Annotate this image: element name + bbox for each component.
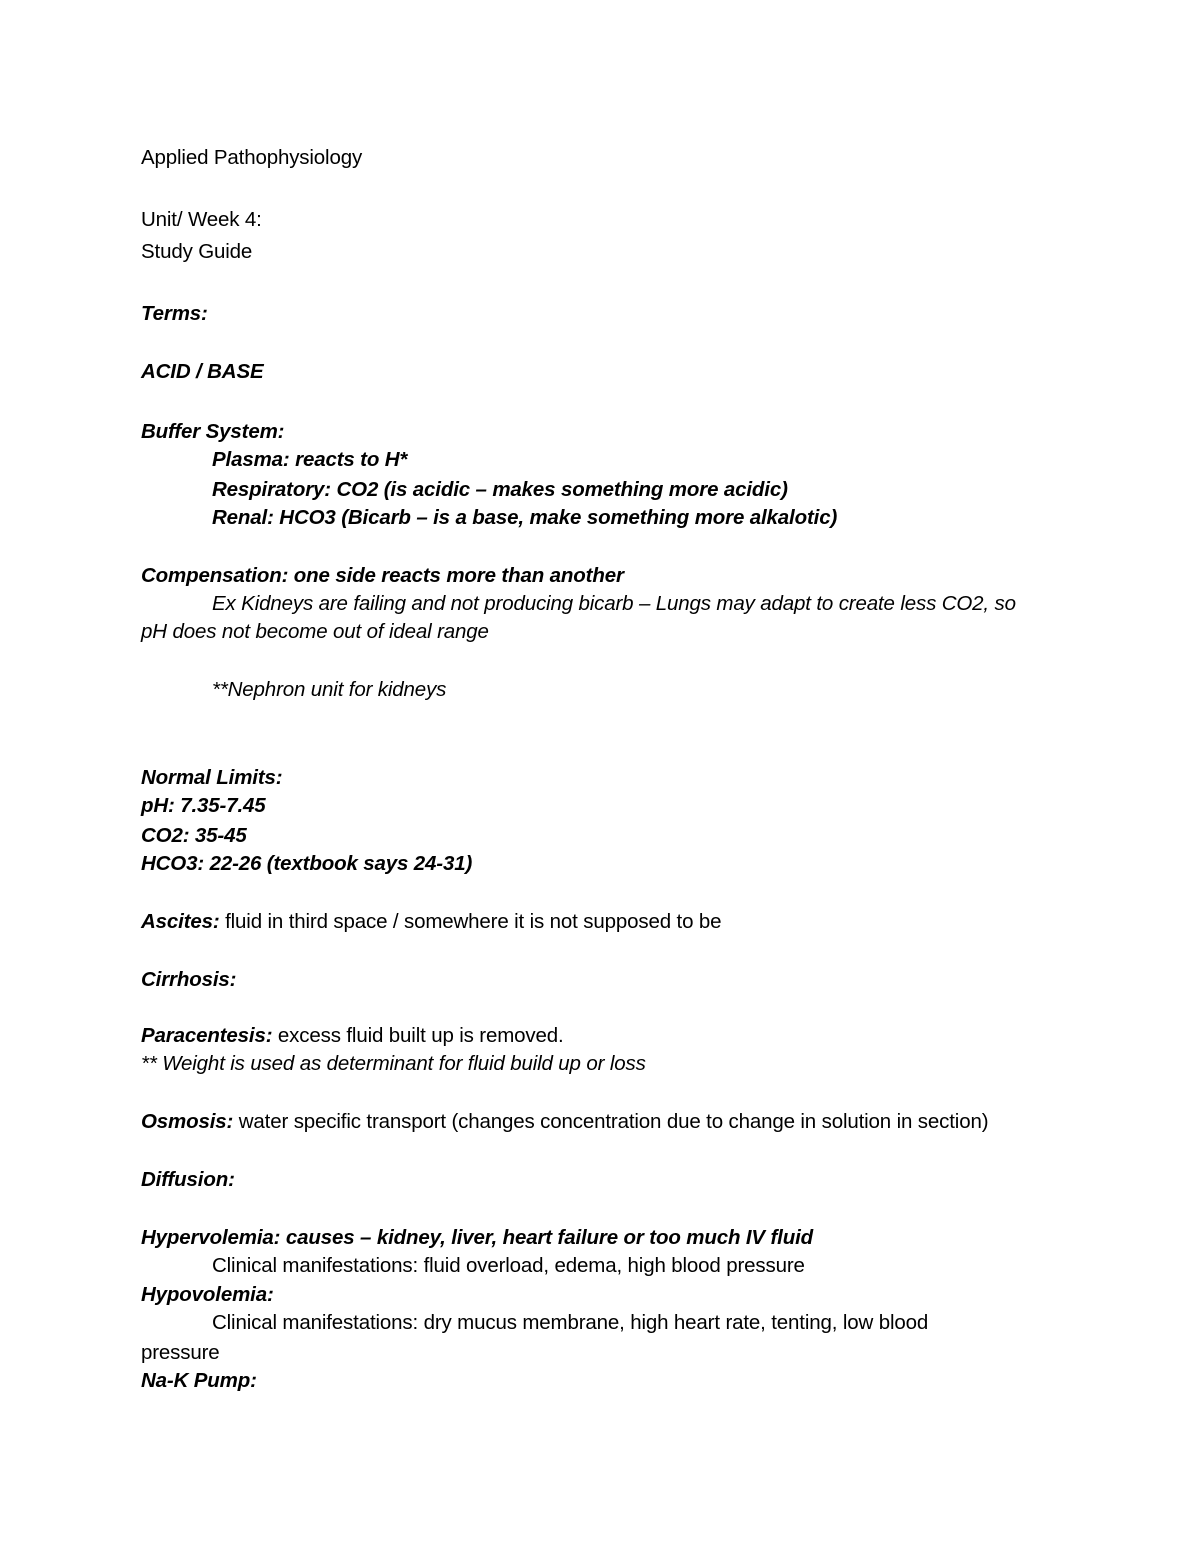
normal-limits-heading: Normal Limits: — [141, 766, 283, 789]
diffusion-term: Diffusion: — [141, 1168, 235, 1191]
cirrhosis-term: Cirrhosis: — [141, 968, 237, 991]
normal-limits-co2: CO2: 35-45 — [141, 824, 247, 847]
doc-type: Study Guide — [141, 240, 253, 263]
na-k-pump-term: Na-K Pump: — [141, 1369, 257, 1392]
osmosis-entry — [141, 1108, 988, 1136]
hypovolemia-manifestations-line2: pressure — [141, 1341, 220, 1364]
hypervolemia-heading: Hypervolemia: causes – kidney, liver, heart failure or too much IV fluid — [141, 1226, 813, 1249]
buffer-system-heading: Buffer System: — [141, 420, 285, 443]
nephron-note: **Nephron unit for kidneys — [212, 678, 447, 701]
acid-base-term: ACID / BASE — [141, 360, 264, 383]
hypovolemia-manifestations-line1: Clinical manifestations: dry mucus membrane, high heart rate, tenting, low blood — [212, 1311, 929, 1334]
ascites-definition: fluid in third space / somewhere it is not supposed to be — [219, 910, 722, 933]
paracentesis-term: Paracentesis: — [141, 1024, 273, 1047]
paracentesis-definition: excess fluid built up is removed. — [272, 1024, 564, 1047]
ascites-term: Ascites: — [141, 910, 220, 933]
buffer-renal: Renal: HCO3 (Bicarb – is a base, make something more alkalotic) — [212, 506, 838, 529]
course-title: Applied Pathophysiology — [141, 146, 363, 169]
osmosis-term: Osmosis: — [141, 1110, 234, 1133]
normal-limits-ph: pH: 7.35-7.45 — [141, 794, 266, 817]
compensation-heading: Compensation: one side reacts more than another — [141, 564, 624, 587]
hypervolemia-manifestations: Clinical manifestations: fluid overload, edema, high blood pressure — [212, 1254, 805, 1277]
normal-limits-hco3: HCO3: 22-26 (textbook says 24-31) — [141, 852, 473, 875]
terms-heading: Terms: — [141, 302, 208, 325]
unit-week: Unit/ Week 4: — [141, 208, 262, 231]
compensation-example-line1: Ex Kidneys are failing and not producing bicarb – Lungs may adapt to create less CO2, so — [212, 592, 1016, 615]
hypovolemia-heading: Hypovolemia: — [141, 1283, 274, 1306]
compensation-example-line2: pH does not become out of ideal range — [141, 620, 489, 643]
osmosis-definition: water specific transport (changes concentration due to change in solution in section) — [233, 1110, 989, 1133]
buffer-respiratory: Respiratory: CO2 (is acidic – makes something more acidic) — [212, 478, 788, 501]
ascites-entry — [141, 908, 721, 936]
buffer-plasma: Plasma: reacts to H* — [212, 448, 408, 471]
paracentesis-entry — [141, 1022, 564, 1050]
paracentesis-note: ** Weight is used as determinant for fluid build up or loss — [141, 1052, 646, 1075]
